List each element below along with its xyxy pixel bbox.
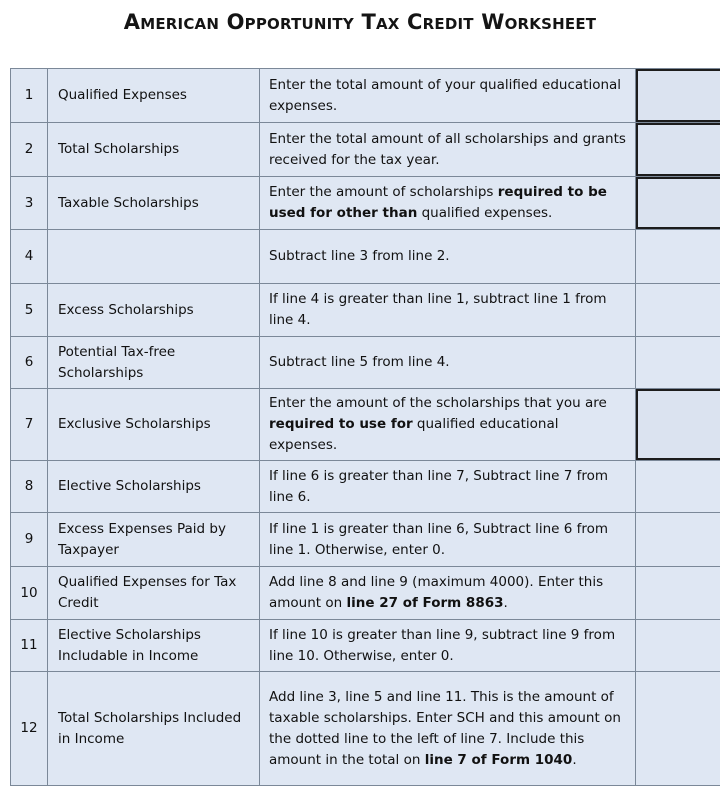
worksheet-row-8 xyxy=(11,461,720,513)
line-label: Exclusive Scholarships xyxy=(48,389,260,461)
worksheet-row-12 xyxy=(11,672,720,786)
line-number: 3 xyxy=(11,177,48,230)
instruction-text: Subtract line 3 from line 2. xyxy=(269,248,450,264)
line-instruction xyxy=(260,123,636,177)
line-label: Qualified Expenses for Tax Credit xyxy=(48,567,260,620)
amount-cell xyxy=(636,337,720,389)
worksheet-row-3 xyxy=(11,177,720,230)
line-instruction xyxy=(260,513,636,567)
line-number: 12 xyxy=(11,672,48,786)
amount-cell[interactable] xyxy=(636,123,720,177)
worksheet-row-9 xyxy=(11,513,720,567)
instruction-text: If line 4 is greater than line 1, subtract line 1 from line 4. xyxy=(269,291,607,328)
instruction-text: Add line 8 and line 9 (maximum 4000). Enter this amount on xyxy=(269,574,604,611)
line-label: Taxable Scholarships xyxy=(48,177,260,230)
instruction-text: If line 1 is greater than line 6, Subtract line 6 from line 1. Otherwise, enter 0. xyxy=(269,520,609,558)
instruction-emphasis: line 7 of Form 1040 xyxy=(424,751,573,768)
instruction-text: Enter the amount of scholarships xyxy=(269,184,498,200)
line-number: 9 xyxy=(11,513,48,567)
line-label xyxy=(48,230,260,284)
line-instruction xyxy=(260,567,636,620)
line-instruction xyxy=(260,177,636,230)
instruction-text: . xyxy=(572,751,577,768)
line-label: Qualified Expenses xyxy=(48,69,260,123)
line-number: 2 xyxy=(11,123,48,177)
amount-entry-box[interactable] xyxy=(636,177,720,229)
line-label: Potential Tax-free Scholarships xyxy=(48,337,260,389)
worksheet-title: American Opportunity Tax Credit Worksheet xyxy=(123,10,597,34)
line-instruction xyxy=(260,230,636,284)
amount-cell xyxy=(636,513,720,567)
line-instruction xyxy=(260,389,636,461)
worksheet-rows xyxy=(11,69,720,786)
line-label: Excess Expenses Paid by Taxpayer xyxy=(48,513,260,567)
line-label: Excess Scholarships xyxy=(48,284,260,337)
amount-cell xyxy=(636,461,720,513)
line-instruction xyxy=(260,69,636,123)
line-instruction xyxy=(260,284,636,337)
amount-cell xyxy=(636,230,720,284)
instruction-text: Subtract line 5 from line 4. xyxy=(269,354,450,370)
instruction-text: If line 6 is greater than line 7, Subtract line 7 from line 6. xyxy=(269,467,609,505)
worksheet-row-10 xyxy=(11,567,720,620)
instruction-text: qualified educational expenses. xyxy=(269,416,559,453)
line-instruction xyxy=(260,337,636,389)
line-label: Elective Scholarships xyxy=(48,461,260,513)
amount-entry-box[interactable] xyxy=(636,123,720,176)
amount-cell[interactable] xyxy=(636,177,720,230)
line-instruction xyxy=(260,672,636,786)
amount-cell xyxy=(636,620,720,672)
worksheet-table xyxy=(10,68,720,786)
line-label: Total Scholarships xyxy=(48,123,260,177)
line-label: Elective Scholarships Includable in Income xyxy=(48,620,260,672)
line-number: 8 xyxy=(11,461,48,513)
instruction-text: qualified expenses. xyxy=(417,205,553,221)
instruction-text: . xyxy=(503,595,508,611)
amount-entry-box[interactable] xyxy=(636,69,720,122)
instruction-text: If line 10 is greater than line 9, subtract line 9 from line 10. Otherwise, enter 0. xyxy=(269,626,616,664)
instruction-text: Add line 3, line 5 and line 11. This is the amount of taxable scholarships. Enter SCH and this amount on the dotted line to the left of line 7. Include this amount in the total on xyxy=(269,688,621,768)
instruction-text: Enter the total amount of all scholarships and grants received for the tax year. xyxy=(269,130,626,168)
worksheet-row-5 xyxy=(11,284,720,337)
line-instruction xyxy=(260,620,636,672)
amount-entry-box[interactable] xyxy=(636,389,720,460)
line-number: 7 xyxy=(11,389,48,461)
instruction-text: Enter the amount of the scholarships that you are xyxy=(269,395,607,411)
amount-cell[interactable] xyxy=(636,69,720,123)
amount-cell xyxy=(636,672,720,786)
worksheet-row-4 xyxy=(11,230,720,284)
amount-cell[interactable] xyxy=(636,389,720,461)
line-label: Total Scholarships Included in Income xyxy=(48,672,260,786)
worksheet-row-1 xyxy=(11,69,720,123)
instruction-text: Enter the total amount of your qualified educational expenses. xyxy=(269,76,622,114)
instruction-emphasis: required to be used for other than xyxy=(269,184,607,221)
line-instruction xyxy=(260,461,636,513)
line-number: 11 xyxy=(11,620,48,672)
amount-cell xyxy=(636,567,720,620)
amount-cell xyxy=(636,284,720,337)
instruction-emphasis: line 27 of Form 8863 xyxy=(346,595,504,611)
line-number: 5 xyxy=(11,284,48,337)
line-number: 10 xyxy=(11,567,48,620)
line-number: 6 xyxy=(11,337,48,389)
line-number: 1 xyxy=(11,69,48,123)
instruction-emphasis: required to use for xyxy=(269,416,413,432)
line-number: 4 xyxy=(11,230,48,284)
worksheet-row-7 xyxy=(11,389,720,461)
worksheet-row-6 xyxy=(11,337,720,389)
worksheet-row-11 xyxy=(11,620,720,672)
worksheet-row-2 xyxy=(11,123,720,177)
